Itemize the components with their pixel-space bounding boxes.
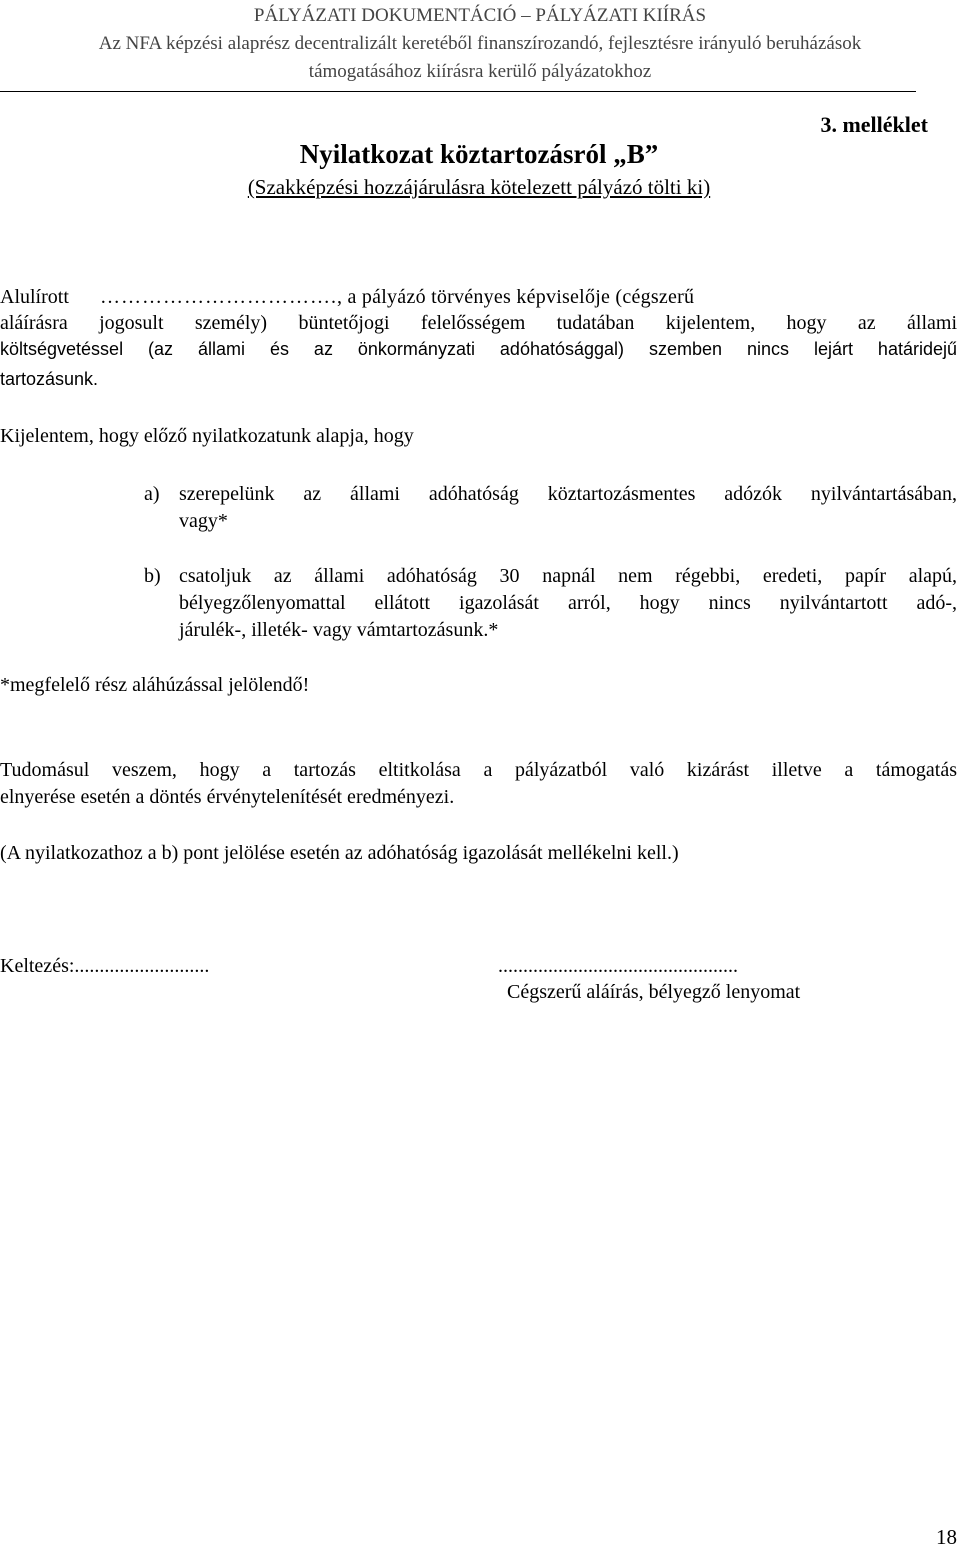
option-a-line-1: szerepelünk az állami adóhatóság köztartozásmentes adózók nyilvántartásában,	[179, 483, 957, 505]
declaration-alulirott: Alulírott	[0, 286, 69, 308]
option-b-line-1: csatoljuk az állami adóhatóság 30 napnál nem régebbi, eredeti, papír alapú,	[179, 565, 957, 587]
annex-label: 3. melléklet	[820, 112, 928, 137]
acknowledgement-line-2: elnyerése esetén a döntés érvénytelenítését eredményezi.	[0, 786, 455, 808]
declaration-name-field	[100, 286, 694, 309]
attachment-note: (A nyilatkozathoz a b) pont jelölése esetén az adóhatóság igazolását mellékelni kell.)	[0, 842, 679, 864]
declaration-line-4: tartozásunk.	[0, 369, 99, 389]
option-b-line-2: bélyegzőlenyomattal ellátott igazolását arról, hogy nincs nyilvántartott adó-,	[179, 592, 957, 614]
option-a-label: a)	[144, 483, 160, 505]
date-field: Keltezés:...........................	[0, 955, 210, 977]
page-number: 18	[936, 1525, 957, 1549]
option-b-label: b)	[144, 565, 161, 587]
option-b-line-3: járulék-, illeték- vagy vámtartozásunk.*	[179, 619, 499, 641]
header-program-cont: támogatásához kiírásra kerülő pályázatokhoz	[308, 61, 652, 82]
document-subtitle: (Szakképzési hozzájárulásra kötelezett pályázó tölti ki)	[247, 175, 711, 199]
declaration-name-dots: …………………………….	[100, 286, 337, 308]
signature-line: ................................................	[498, 955, 738, 977]
declaration-line-2: aláírásra jogosult személy) büntetőjogi felelősségem tudatában kijelentem, hogy az állami	[0, 312, 957, 334]
signature-caption: Cégszerű aláírás, bélyegző lenyomat	[507, 981, 801, 1003]
declaration-line-1-suffix: , a pályázó törvényes képviselője (cégszerű	[337, 286, 695, 308]
document-title: Nyilatkozat köztartozásról „B”	[299, 139, 659, 169]
header-title: PÁLYÁZATI DOKUMENTÁCIÓ – PÁLYÁZATI KIÍRÁS	[253, 5, 707, 26]
underline-footnote: *megfelelő rész aláhúzással jelölendő!	[0, 674, 310, 696]
declaration-line-1-prefix	[0, 286, 69, 309]
statement-intro: Kijelentem, hogy előző nyilatkozatunk alapja, hogy	[0, 425, 414, 447]
acknowledgement-line-1: Tudomásul veszem, hogy a tartozás eltitkolása a pályázatból való kizárást illetve a támogatás	[0, 759, 957, 781]
option-a-line-2: vagy*	[179, 510, 228, 532]
header-divider	[0, 91, 916, 92]
declaration-line-3: költségvetéssel (az állami és az önkormányzati adóhatósággal) szemben nincs lejárt határidejű	[0, 339, 957, 359]
header-program: Az NFA képzési alaprész decentralizált keretéből finanszírozandó, fejlesztésre irányuló beruházások	[98, 33, 862, 54]
